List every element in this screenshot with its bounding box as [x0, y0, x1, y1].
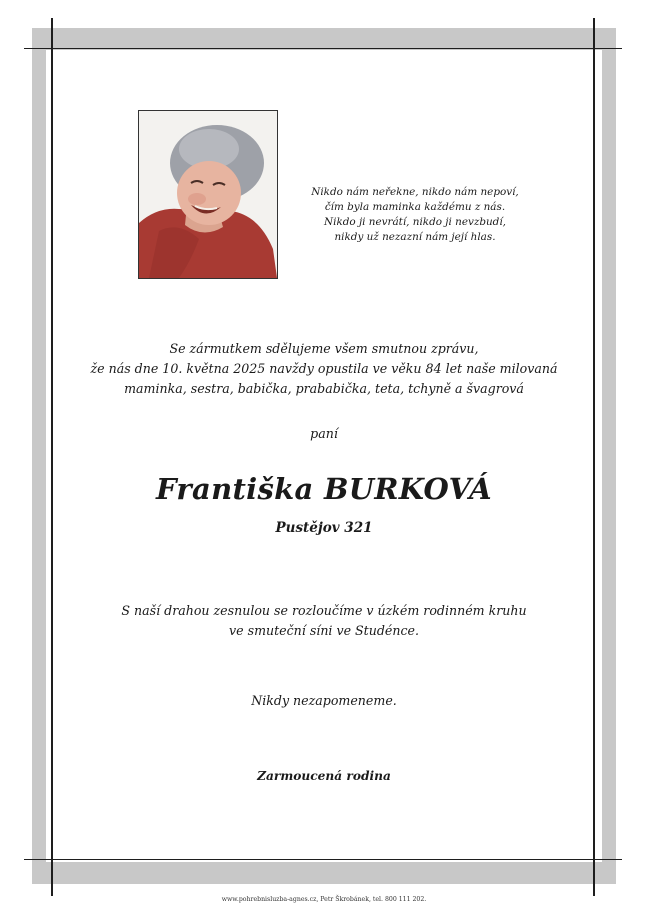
frame-top-line [24, 48, 622, 49]
signature: Zarmoucená rodina [257, 769, 391, 783]
portrait-photo [138, 110, 278, 279]
frame-right-line [593, 18, 595, 896]
content-area [46, 50, 602, 862]
frame-left-band [32, 28, 46, 884]
memorial-verse [280, 185, 550, 245]
announcement-line: Se zármutkem sdělujeme všem smutnou zprávu, [169, 341, 479, 356]
farewell-line: S naší drahou zesnulou se rozloučíme v úzkém rodinném kruhu [121, 603, 527, 618]
frame-left-line [51, 18, 53, 896]
farewell-notice [60, 601, 588, 641]
closing-phrase: Nikdy nezapomeneme. [251, 693, 397, 708]
verse-line: nikdy už nezazní nám její hlas. [334, 231, 496, 243]
announcement-line: maminka, sestra, babička, prababička, teta, tchyně a švagrová [124, 381, 524, 396]
verse-line: Nikdo ji nevrátí, nikdo ji nevzbudí, [324, 216, 506, 228]
deceased-address: Pustějov 321 [275, 520, 373, 536]
deceased-name: Františka BURKOVÁ [156, 472, 492, 506]
frame-bottom-line [24, 859, 622, 860]
farewell-line: ve smuteční síni ve Studénce. [229, 623, 419, 638]
announcement [60, 339, 588, 399]
announcement-line: že nás dne 10. května 2025 navždy opustila ve věku 84 let naše milovaná [90, 361, 558, 376]
honorific: paní [310, 426, 338, 441]
frame-top-band [32, 28, 616, 50]
footer-contact: www.pohrebnisluzba-agnes.cz, Petr Škrobánek, tel. 800 111 202. [221, 896, 427, 903]
verse-line: čím byla maminka každému z nás. [324, 201, 506, 213]
frame-right-band [602, 28, 616, 884]
verse-line: Nikdo nám neřekne, nikdo nám nepoví, [311, 186, 519, 198]
frame-bottom-band [32, 862, 616, 884]
